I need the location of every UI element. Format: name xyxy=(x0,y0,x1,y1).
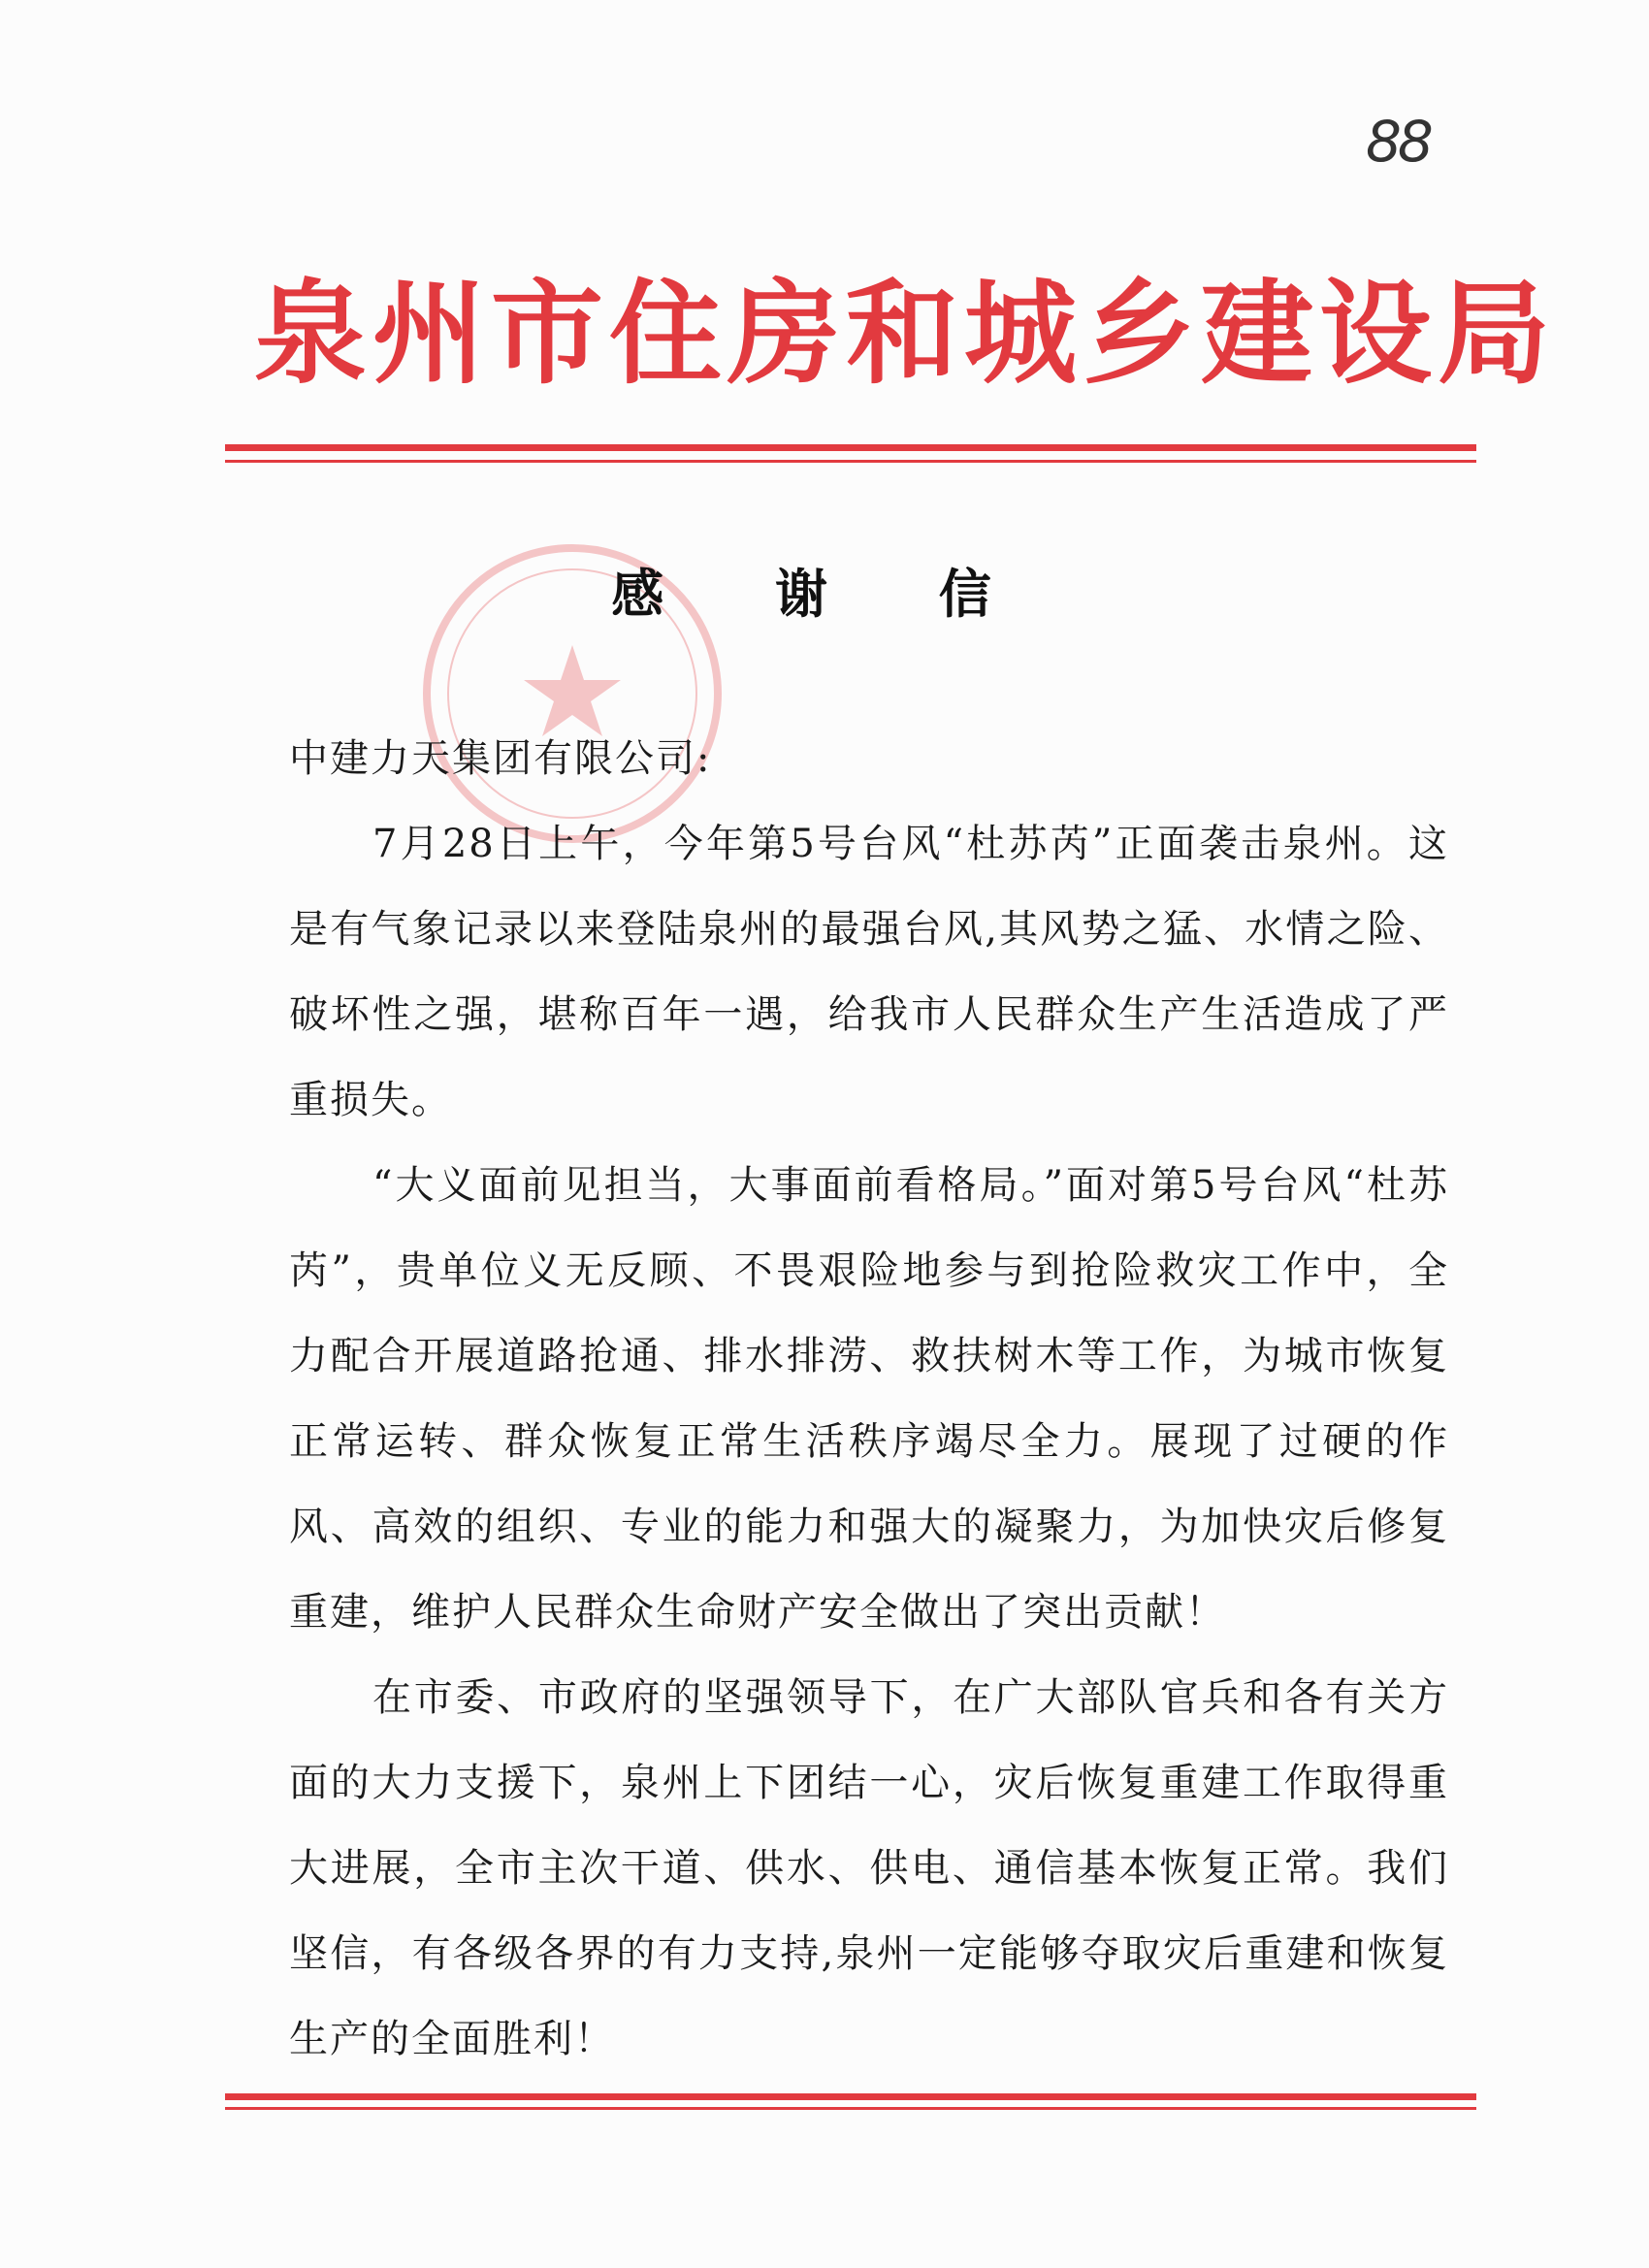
handwritten-page-number: 88 xyxy=(1366,109,1430,175)
paragraph-2: “大义面前见担当，大事面前看格局。”面对第5号台风“杜苏芮”，贵单位义无反顾、不畏艰险地参与到抢险救灾工作中，全力配合开展道路抢通、排水排涝、救扶树木等工作，为城市恢复正常运转、群众恢复正常生活秩序竭尽全力。展现了过硬的作风、高效的组织、专业的能力和强大的凝聚力，为加快灾后修复重建，维护人民群众生命财产安全做出了突出贡献！ xyxy=(289,1163,1449,1635)
letter-body xyxy=(289,716,1449,2082)
paragraph-1: 7月28日上午，今年第5号台风“杜苏芮”正面袭击泉州。这是有气象记录以来登陆泉州的最强台风,其风势之猛、水情之险、破坏性之强，堪称百年一遇，给我市人民群众生产生活造成了严重损失。 xyxy=(289,822,1449,1122)
document-title: 感 谢 信 xyxy=(611,564,1038,625)
footer-divider-thin xyxy=(225,2107,1476,2110)
letterhead-org-name: 泉州市住房和城乡建设局 xyxy=(254,269,1556,400)
paragraph-3: 在市委、市政府的坚强领导下，在广大部队官兵和各有关方面的大力支援下，泉州上下团结一心，灾后恢复重建工作取得重大进展，全市主次干道、供水、供电、通信基本恢复正常。我们坚信，有各级各界的有力支持,泉州一定能够夺取灾后重建和恢复生产的全面胜利！ xyxy=(289,1675,1449,2061)
footer-divider-thick xyxy=(225,2093,1476,2100)
letterhead-divider-thick xyxy=(225,444,1476,451)
salutation: 中建力天集团有限公司: xyxy=(289,736,712,781)
letterhead-divider-thin xyxy=(225,460,1476,463)
